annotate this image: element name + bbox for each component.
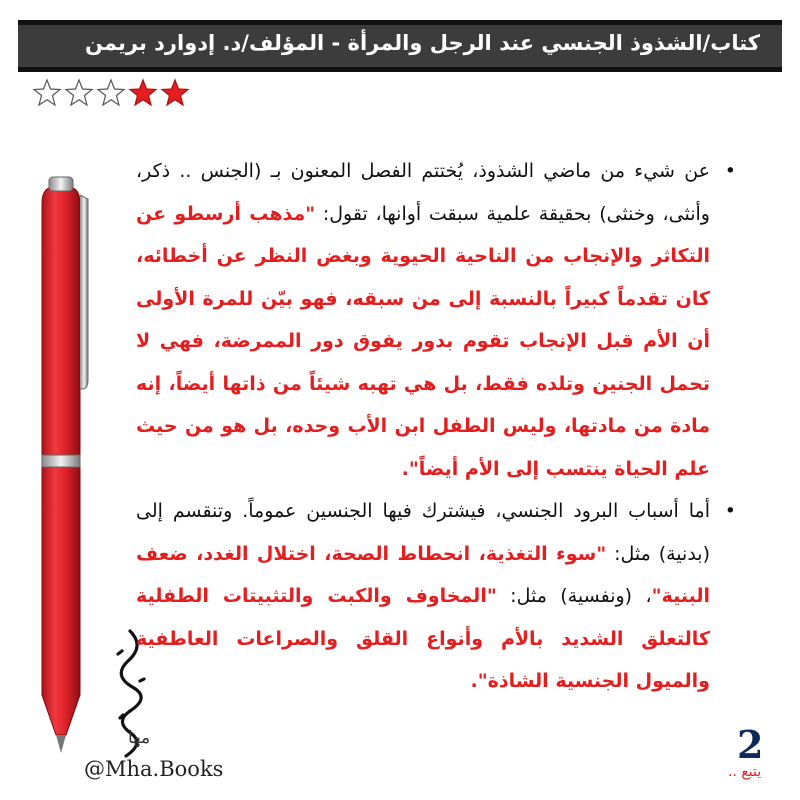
book-title: كتاب/الشذوذ الجنسي عند الرجل والمرأة - المؤلف/د. إدوارد بريمن [85, 31, 760, 55]
star-icon [64, 78, 94, 108]
frigidity-intro-text: أما أسباب البرود الجنسي، فيشترك فيها الجنسين عموماً. وتنقسم إلى (بدنية) مثل: [136, 500, 710, 565]
continued-label: يتبع .. [728, 764, 762, 780]
page-number: 2 [737, 722, 764, 767]
star-icon [160, 78, 190, 108]
star-icon [32, 78, 62, 108]
star-icon [128, 78, 158, 108]
aristotle-quote: "مذهب أرسطو عن التكاثر والإنجاب من الناحية الحيوية وبغض النظر عن أخطائه، كان تقدماً كبيراً بالنسبة إلى من سبقه، فهو بيّن للمرة الأولى أن الأم قبل الإنجاب تقوم بدور يفوق دور الممرضة، فهي لا تحمل الجنين وتلده فقط، بل هي تهبه شيئاً من ذاتها أيضاً، إنه مادة من مادتها، وليس الطفل ابن الأب وحده، بل هو من حيث علم الحياة ينتسب إلى الأم أيضاً". [136, 202, 710, 480]
paragraph-aristotle [136, 150, 736, 490]
title-banner [18, 20, 782, 72]
physical-causes-quote: "سوء التغذية، انحطاط الصحة، اختلال الغدد، ضعف البنية" [136, 542, 710, 607]
article-body [136, 150, 736, 703]
psychological-causes-quote: "المخاوف والكبت والتثبيتات الطفلية كالتعلق الشديد بالأم وأنواع القلق والصراعات العاطفية والميول الجنسية الشاذة". [136, 585, 710, 692]
account-handle: @Mha.Books [84, 757, 224, 781]
paragraph-frigidity [136, 490, 736, 703]
psychological-label-text: ، (ونفسية) مثل: [496, 585, 652, 607]
paragraph-intro-text: عن شيء من ماضي الشذوذ، يُختتم الفصل المعنون بـ (الجنس .. ذكر، وأنثى، وخنثى) بحقيقة علمية سبقت أوانها، تقول: [136, 160, 710, 225]
bullet-marker: • [724, 160, 736, 182]
bullet-marker: • [724, 500, 736, 522]
star-rating [32, 78, 190, 112]
star-icon [96, 78, 126, 108]
author-name: مها [128, 728, 151, 748]
red-pen-illustration [22, 175, 112, 755]
